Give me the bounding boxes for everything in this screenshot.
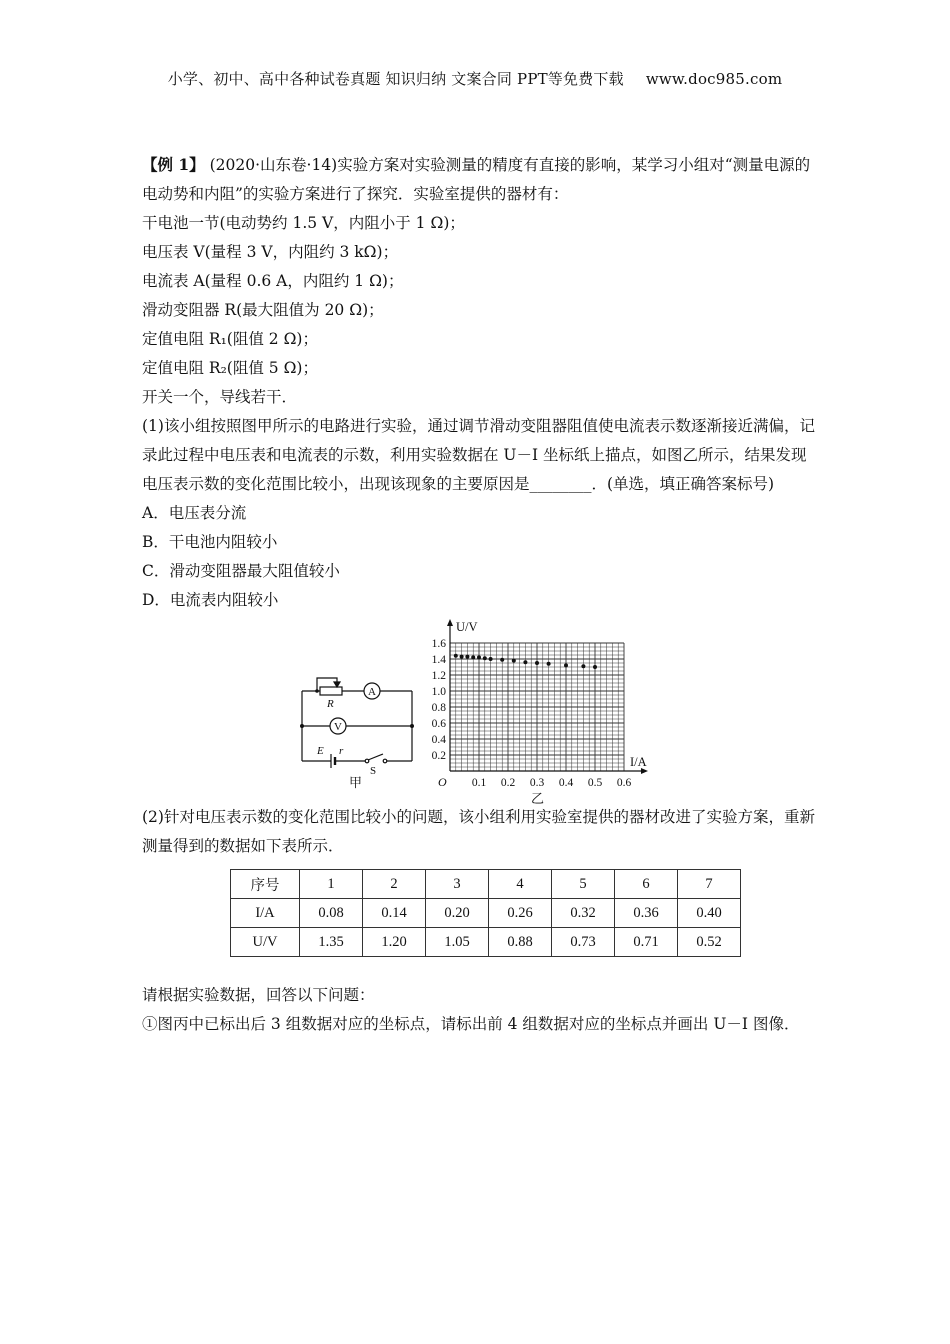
origin-label: O bbox=[438, 775, 447, 789]
option-c: C．滑动变阻器最大阻值较小 bbox=[142, 562, 340, 580]
data-point bbox=[489, 657, 493, 661]
table-cell: 0.36 bbox=[615, 899, 678, 928]
table-cell: 2 bbox=[363, 870, 426, 899]
table-header-index: 序号 bbox=[231, 870, 300, 899]
table-cell: 7 bbox=[678, 870, 741, 899]
x-tick-label: 0.2 bbox=[500, 777, 516, 789]
circuit-label-A: A bbox=[368, 686, 376, 698]
equipment-2: 电压表 V(量程 3 V，内阻约 3 kΩ)； bbox=[142, 243, 399, 261]
table-cell: 0.08 bbox=[300, 899, 363, 928]
equipment-3: 电流表 A(量程 0.6 A，内阻约 1 Ω)； bbox=[142, 272, 404, 290]
circuit-label-r: r bbox=[339, 745, 344, 757]
equipment-6: 定值电阻 R₂(阻值 5 Ω)； bbox=[142, 359, 318, 377]
data-point bbox=[564, 663, 568, 667]
option-b: B．干电池内阻较小 bbox=[142, 533, 278, 551]
y-tick-label: 1.2 bbox=[431, 670, 446, 682]
equipment-1: 干电池一节(电动势约 1.5 V，内阻小于 1 Ω)； bbox=[142, 214, 465, 232]
data-point bbox=[460, 655, 464, 659]
data-point bbox=[535, 661, 539, 665]
x-tick-label: 0.3 bbox=[529, 777, 545, 789]
circuit-caption: 甲 bbox=[349, 776, 363, 791]
table-cell: 0.88 bbox=[489, 928, 552, 957]
prompt-text: 请根据实验数据，回答以下问题： bbox=[142, 986, 375, 1004]
data-point bbox=[500, 658, 504, 662]
data-point bbox=[483, 656, 487, 660]
question-2: (2)针对电压表示数的变化范围比较小的问题，该小组利用实验室提供的器材改进了实验方案，重新测量得到的数据如下表所示． bbox=[142, 808, 815, 855]
example-intro bbox=[142, 150, 822, 209]
data-point bbox=[523, 660, 527, 664]
table-row-index bbox=[231, 870, 741, 899]
y-tick-label: 0.8 bbox=[431, 702, 446, 714]
table-row-voltage bbox=[231, 928, 741, 957]
table-cell: 4 bbox=[489, 870, 552, 899]
question-content bbox=[142, 150, 822, 1039]
figure-row bbox=[142, 620, 822, 806]
x-tick-label: 0.6 bbox=[616, 777, 632, 789]
page-header bbox=[0, 68, 950, 89]
header-site: www.doc985.com bbox=[645, 70, 783, 88]
y-tick-label: 1.4 bbox=[431, 654, 446, 666]
table-cell: 3 bbox=[426, 870, 489, 899]
sub-question-1: ①图丙中已标出后 3 组数据对应的坐标点，请标出前 4 组数据对应的坐标点并画出 U－I 图像． bbox=[142, 1015, 800, 1033]
table-cell: 0.32 bbox=[552, 899, 615, 928]
table-cell: 0.73 bbox=[552, 928, 615, 957]
table-cell: 5 bbox=[552, 870, 615, 899]
table-header-voltage: U/V bbox=[231, 928, 300, 957]
chart-caption: 乙 bbox=[531, 791, 545, 806]
data-table bbox=[230, 869, 741, 957]
table-cell: 1.20 bbox=[363, 928, 426, 957]
table-cell: 0.52 bbox=[678, 928, 741, 957]
data-point bbox=[471, 655, 475, 659]
example-tag: 【例 1】 bbox=[142, 155, 205, 174]
data-point bbox=[454, 654, 458, 658]
equipment-7: 开关一个，导线若干． bbox=[142, 388, 298, 406]
y-axis-arrow bbox=[447, 619, 453, 626]
circuit-label-S: S bbox=[370, 765, 377, 777]
y-tick-label: 1.0 bbox=[431, 686, 446, 698]
option-a: A．电压表分流 bbox=[142, 504, 247, 522]
y-tick-label: 0.2 bbox=[431, 750, 446, 762]
circuit-label-E: E bbox=[317, 745, 324, 757]
x-tick-label: 0.1 bbox=[471, 777, 487, 789]
data-point bbox=[512, 659, 516, 663]
header-text: 小学、初中、高中各种试卷真题 知识归纳 文案合同 PPT等免费下载 bbox=[167, 70, 624, 88]
data-point bbox=[581, 664, 585, 668]
circuit-label-R: R bbox=[327, 698, 334, 710]
x-tick-label: 0.5 bbox=[587, 777, 603, 789]
example-intro-text: (2020·山东卷·14)实验方案对实验测量的精度有直接的影响，某学习小组对“测量电源的电动势和内阻”的实验方案进行了探究．实验室提供的器材有： bbox=[142, 156, 811, 203]
table-cell: 6 bbox=[615, 870, 678, 899]
y-tick-label: 0.4 bbox=[431, 734, 446, 746]
x-axis-label: I/A bbox=[630, 755, 647, 769]
data-point bbox=[593, 665, 597, 669]
table-row-current bbox=[231, 899, 741, 928]
equipment-4: 滑动变阻器 R(最大阻值为 20 Ω)； bbox=[142, 301, 384, 319]
chart-labels bbox=[432, 620, 647, 806]
y-tick-label: 1.6 bbox=[431, 638, 446, 650]
y-axis-label: U/V bbox=[456, 620, 478, 634]
data-point bbox=[477, 655, 481, 659]
question-1: (1)该小组按照图甲所示的电路进行实验，通过调节滑动变阻器阻值使电流表示数逐渐接近满偏，记录此过程中电压表和电流表的示数，利用实验数据在 U－I 坐标纸上描点，如图乙所示，结果发现电压表示数的变化范围比较小，出现该现象的主要原因是________．(单选，填正确答案标号) bbox=[142, 417, 815, 493]
data-point bbox=[465, 655, 469, 659]
option-d: D．电流表内阻较小 bbox=[142, 591, 279, 609]
table-cell: 1.05 bbox=[426, 928, 489, 957]
x-tick-label: 0.4 bbox=[558, 777, 574, 789]
table-header-current: I/A bbox=[231, 899, 300, 928]
table-cell: 1 bbox=[300, 870, 363, 899]
ui-chart bbox=[414, 620, 654, 806]
y-tick-label: 0.6 bbox=[431, 718, 446, 730]
table-cell: 0.20 bbox=[426, 899, 489, 928]
table-cell: 0.14 bbox=[363, 899, 426, 928]
table-cell: 1.35 bbox=[300, 928, 363, 957]
table-cell: 0.40 bbox=[678, 899, 741, 928]
circuit-label-V: V bbox=[334, 721, 342, 733]
table-cell: 0.71 bbox=[615, 928, 678, 957]
table-cell: 0.26 bbox=[489, 899, 552, 928]
circuit-diagram bbox=[297, 666, 417, 791]
data-point bbox=[547, 662, 551, 666]
equipment-5: 定值电阻 R₁(阻值 2 Ω)； bbox=[142, 330, 318, 348]
